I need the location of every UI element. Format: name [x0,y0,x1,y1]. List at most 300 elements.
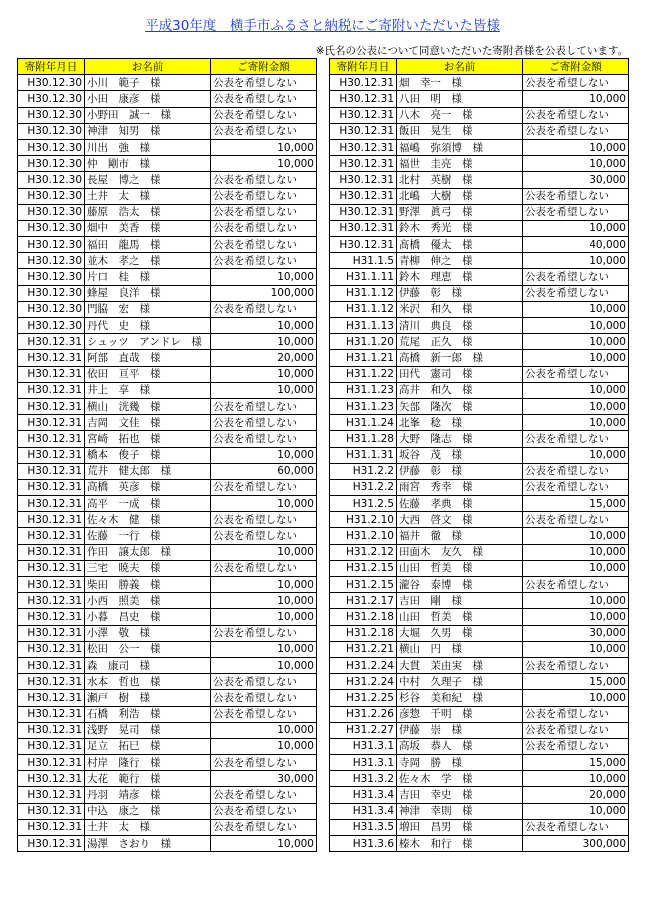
donation-amount-cell: 公表を希望しない [523,479,629,495]
table-row [330,787,629,803]
table-row [330,398,629,414]
donation-amount-cell: 15,000 [523,674,629,690]
donation-amount-cell: 公表を希望しない [211,188,317,204]
donor-name-cell: 荒井 健太郎 様 [85,463,211,479]
table-row [330,738,629,754]
table-row [330,366,629,382]
donor-name-cell: 小澤 敬 様 [85,625,211,641]
donation-date-cell: H30.12.30 [18,318,85,334]
donation-date-cell: H30.12.31 [18,819,85,835]
donation-amount-cell: 15,000 [523,755,629,771]
donation-date-cell: H31.2.15 [330,577,397,593]
donation-amount-cell: 公表を希望しない [523,706,629,722]
donation-amount-cell: 公表を希望しない [211,674,317,690]
donor-name-cell: 高橋 英彦 様 [85,479,211,495]
column-header-name: お名前 [85,59,211,75]
donor-name-cell: 蜂屋 良洋 様 [85,285,211,301]
donor-name-cell: 鈴木 秀光 様 [397,220,523,236]
page-title: 平成30年度 横手市ふるさと納税にご寄附いただいた皆様 [145,18,500,34]
donation-date-cell: H31.1.11 [330,269,397,285]
donation-date-cell: H30.12.31 [18,479,85,495]
donor-table-left [17,58,317,852]
table-row [18,496,317,512]
donation-date-cell: H30.12.30 [18,156,85,172]
donor-name-cell: 米沢 和久 様 [397,301,523,317]
donation-amount-cell: 10,000 [523,139,629,155]
donation-amount-cell: 公表を希望しない [523,819,629,835]
donor-name-cell: 高井 和久 様 [397,382,523,398]
donor-name-cell: 三宅 暁夫 様 [85,560,211,576]
table-row [18,382,317,398]
donor-name-cell: 増田 昌男 様 [397,819,523,835]
donation-date-cell: H30.12.31 [18,609,85,625]
donation-date-cell: H30.12.31 [18,366,85,382]
donation-amount-cell: 公表を希望しない [211,107,317,123]
donation-date-cell: H31.3.5 [330,819,397,835]
table-row [330,641,629,657]
donor-name-cell: 福嶋 弥須博 様 [397,139,523,155]
table-row [330,188,629,204]
table-row [330,91,629,107]
donation-amount-cell: 10,000 [211,577,317,593]
table-row [330,771,629,787]
donation-amount-cell: 10,000 [523,593,629,609]
donation-date-cell: H30.12.31 [330,139,397,155]
table-row [18,415,317,431]
donation-amount-cell: 公表を希望しない [211,787,317,803]
donor-name-cell: 八田 明 様 [397,91,523,107]
donation-date-cell: H30.12.31 [330,204,397,220]
donor-name-cell: 青柳 伸之 様 [397,253,523,269]
column-header-date: 寄附年月日 [330,59,397,75]
table-row [18,560,317,576]
column-header-name: お名前 [397,59,523,75]
table-row [330,577,629,593]
table-header-row [330,59,629,75]
donation-date-cell: H31.2.5 [330,496,397,512]
table-row [330,75,629,91]
donation-date-cell: H31.1.23 [330,398,397,414]
table-row [330,107,629,123]
donation-amount-cell: 公表を希望しない [211,220,317,236]
donation-date-cell: H31.3.4 [330,803,397,819]
donation-amount-cell: 10,000 [523,609,629,625]
table-row [330,269,629,285]
donation-date-cell: H30.12.31 [18,674,85,690]
donation-date-cell: H31.1.31 [330,447,397,463]
table-row [18,512,317,528]
table-row [330,431,629,447]
table-row [330,139,629,155]
donation-amount-cell: 公表を希望しない [523,366,629,382]
table-row [330,447,629,463]
table-row [330,479,629,495]
donation-date-cell: H30.12.31 [18,528,85,544]
donor-name-cell: 荒尾 正久 様 [397,334,523,350]
table-row [18,139,317,155]
donation-date-cell: H31.3.4 [330,787,397,803]
donation-date-cell: H30.12.31 [330,237,397,253]
donation-amount-cell: 公表を希望しない [523,123,629,139]
donation-amount-cell: 10,000 [211,609,317,625]
table-row [330,301,629,317]
donation-date-cell: H31.2.10 [330,512,397,528]
donor-name-cell: 土井 太 様 [85,819,211,835]
table-row [18,156,317,172]
donation-date-cell: H31.2.18 [330,625,397,641]
donation-date-cell: H30.12.30 [18,172,85,188]
donation-amount-cell: 10,000 [523,350,629,366]
table-row [18,398,317,414]
table-row [18,253,317,269]
donor-table-right [329,58,629,852]
donor-name-cell: 福世 圭亮 様 [397,156,523,172]
donation-amount-cell: 公表を希望しない [523,107,629,123]
donor-name-cell: 佐藤 一行 様 [85,528,211,544]
table-row [330,156,629,172]
donor-name-cell: 伊藤 彰 様 [397,463,523,479]
donation-date-cell: H30.12.31 [330,188,397,204]
donation-date-cell: H30.12.31 [18,560,85,576]
donation-amount-cell: 10,000 [523,641,629,657]
donation-date-cell: H30.12.31 [18,544,85,560]
donation-date-cell: H30.12.31 [18,350,85,366]
donation-date-cell: H31.2.21 [330,641,397,657]
donation-amount-cell: 10,000 [211,496,317,512]
donor-name-cell: 大西 啓文 様 [397,512,523,528]
donor-name-cell: 彦惣 千明 様 [397,706,523,722]
table-row [18,447,317,463]
table-row [18,609,317,625]
donor-name-cell: 寺岡 勝 様 [397,755,523,771]
donation-amount-cell: 10,000 [211,269,317,285]
donor-name-cell: 山田 哲美 様 [397,609,523,625]
donation-date-cell: H30.12.31 [18,803,85,819]
donation-date-cell: H30.12.30 [18,91,85,107]
table-row [330,609,629,625]
table-row [18,819,317,835]
donor-name-cell: 八木 亮一 様 [397,107,523,123]
donation-amount-cell: 公表を希望しない [211,819,317,835]
donor-name-cell: 瀬戸 樹 様 [85,690,211,706]
donor-name-cell: 小西 照美 様 [85,593,211,609]
donation-amount-cell: 10,000 [523,415,629,431]
donation-date-cell: H31.1.22 [330,366,397,382]
donation-date-cell: H30.12.31 [18,771,85,787]
table-row [18,220,317,236]
donor-name-cell: 村岸 隆行 様 [85,755,211,771]
donation-amount-cell: 10,000 [211,836,317,852]
donor-name-cell: 橋本 俊子 様 [85,447,211,463]
donation-date-cell: H31.2.12 [330,544,397,560]
donation-amount-cell: 公表を希望しない [211,528,317,544]
table-row [330,722,629,738]
donation-date-cell: H30.12.31 [330,123,397,139]
donation-date-cell: H30.12.30 [18,75,85,91]
donation-amount-cell: 30,000 [523,172,629,188]
donor-name-cell: 畑中 美香 様 [85,220,211,236]
donation-date-cell: H30.12.31 [18,738,85,754]
table-row [18,528,317,544]
table-row [330,528,629,544]
donor-name-cell: 大堀 久男 様 [397,625,523,641]
donor-name-cell: 榛木 和行 様 [397,836,523,852]
donation-date-cell: H31.2.26 [330,706,397,722]
donation-amount-cell: 公表を希望しない [523,577,629,593]
table-row [330,706,629,722]
column-header-date: 寄附年月日 [18,59,85,75]
donor-name-cell: 田面木 友久 様 [397,544,523,560]
table-row [18,123,317,139]
table-row [330,657,629,673]
donation-amount-cell: 10,000 [211,334,317,350]
table-row [18,463,317,479]
donation-amount-cell: 公表を希望しない [211,398,317,414]
table-row [330,382,629,398]
donation-date-cell: H30.12.31 [18,431,85,447]
donor-name-cell: 作田 譲太郎 様 [85,544,211,560]
table-row [18,188,317,204]
donation-date-cell: H30.12.31 [18,382,85,398]
donation-date-cell: H30.12.31 [18,447,85,463]
donation-amount-cell: 公表を希望しない [523,657,629,673]
donation-date-cell: H30.12.30 [18,188,85,204]
donation-amount-cell: 10,000 [211,366,317,382]
donation-date-cell: H31.2.25 [330,690,397,706]
donation-date-cell: H31.1.24 [330,415,397,431]
donation-date-cell: H31.2.2 [330,479,397,495]
donor-name-cell: 小野田 誠一 様 [85,107,211,123]
table-row [18,431,317,447]
donation-amount-cell: 10,000 [211,738,317,754]
table-row [18,674,317,690]
donation-amount-cell: 公表を希望しない [211,755,317,771]
donor-name-cell: 長屋 博之 様 [85,172,211,188]
table-row [330,285,629,301]
donation-date-cell: H30.12.31 [18,512,85,528]
donation-date-cell: H31.3.6 [330,836,397,852]
donor-name-cell: 佐々木 健 様 [85,512,211,528]
donor-name-cell: 土井 太 様 [85,188,211,204]
donor-name-cell: 高橋 新一郎 様 [397,350,523,366]
table-row [330,819,629,835]
donation-amount-cell: 10,000 [211,657,317,673]
donation-amount-cell: 公表を希望しない [523,204,629,220]
donor-name-cell: 阿部 直哉 様 [85,350,211,366]
donation-amount-cell: 公表を希望しない [211,237,317,253]
donation-date-cell: H31.1.20 [330,334,397,350]
donation-amount-cell: 10,000 [211,318,317,334]
table-row [18,690,317,706]
donor-name-cell: 山田 哲美 様 [397,560,523,576]
donor-name-cell: 足立 拓巳 様 [85,738,211,754]
table-row [18,318,317,334]
donation-amount-cell: 公表を希望しない [523,269,629,285]
donation-date-cell: H30.12.31 [18,836,85,852]
donation-amount-cell: 10,000 [211,382,317,398]
donation-amount-cell: 10,000 [523,334,629,350]
donation-date-cell: H30.12.31 [330,107,397,123]
donation-amount-cell: 公表を希望しない [211,706,317,722]
donation-date-cell: H30.12.30 [18,237,85,253]
donor-name-cell: 森 康司 様 [85,657,211,673]
donation-date-cell: H31.1.13 [330,318,397,334]
donation-date-cell: H31.1.12 [330,301,397,317]
donation-date-cell: H31.3.2 [330,771,397,787]
donor-name-cell: 依田 亘平 様 [85,366,211,382]
donor-name-cell: 畑 幸一 様 [397,75,523,91]
table-row [18,657,317,673]
donor-name-cell: 湯澤 さおり 様 [85,836,211,852]
table-row [18,479,317,495]
table-row [18,755,317,771]
table-row [18,625,317,641]
table-row [330,803,629,819]
column-header-amount: ご寄附金額 [211,59,317,75]
donor-name-cell: 吉田 剛 様 [397,593,523,609]
donation-amount-cell: 公表を希望しない [211,204,317,220]
table-row [330,512,629,528]
donor-name-cell: 佐藤 孝典 様 [397,496,523,512]
donation-amount-cell: 公表を希望しない [523,512,629,528]
donation-amount-cell: 公表を希望しない [211,803,317,819]
donation-date-cell: H30.12.31 [18,625,85,641]
donor-name-cell: 北嶋 大樹 様 [397,188,523,204]
donor-name-cell: 大貫 茉由実 様 [397,657,523,673]
donation-amount-cell: 10,000 [523,803,629,819]
column-header-amount: ご寄附金額 [523,59,629,75]
table-row [18,334,317,350]
donation-date-cell: H30.12.31 [18,334,85,350]
table-row [330,463,629,479]
donation-amount-cell: 公表を希望しない [523,75,629,91]
donation-amount-cell: 公表を希望しない [523,285,629,301]
donation-date-cell: H30.12.31 [330,91,397,107]
donation-amount-cell: 公表を希望しない [211,512,317,528]
donation-amount-cell: 10,000 [523,544,629,560]
donor-name-cell: 小田 康彦 様 [85,91,211,107]
table-row [18,544,317,560]
donor-name-cell: 小暮 昌史 様 [85,609,211,625]
disclosure-note: ※氏名の公表について同意いただいた寄附者様を公表しています。 [315,45,628,57]
donation-date-cell: H30.12.31 [330,156,397,172]
table-row [330,172,629,188]
donor-name-cell: 横山 円 様 [397,641,523,657]
donation-amount-cell: 30,000 [523,625,629,641]
donation-amount-cell: 10,000 [211,156,317,172]
table-row [18,301,317,317]
donor-name-cell: 北村 英樹 様 [397,172,523,188]
donor-name-cell: 中村 久理子 様 [397,674,523,690]
donation-amount-cell: 公表を希望しない [523,463,629,479]
table-row [330,544,629,560]
donation-date-cell: H30.12.30 [18,269,85,285]
donation-amount-cell: 10,000 [211,139,317,155]
donor-name-cell: 飯田 晃生 様 [397,123,523,139]
donor-name-cell: 吉岡 文佳 様 [85,415,211,431]
table-row [18,738,317,754]
donor-name-cell: 中込 康之 様 [85,803,211,819]
table-row [330,237,629,253]
donation-amount-cell: 20,000 [211,350,317,366]
table-row [330,674,629,690]
donation-amount-cell: 公表を希望しない [211,415,317,431]
donor-name-cell: 柴田 勝義 様 [85,577,211,593]
donation-date-cell: H30.12.31 [18,690,85,706]
donation-date-cell: H30.12.31 [330,172,397,188]
donation-date-cell: H30.12.30 [18,220,85,236]
donation-date-cell: H31.1.21 [330,350,397,366]
donation-amount-cell: 10,000 [523,447,629,463]
donor-name-cell: 野澤 眞弓 様 [397,204,523,220]
donor-name-cell: 吉田 幸史 様 [397,787,523,803]
donor-name-cell: 福井 徹 様 [397,528,523,544]
donor-name-cell: 鈴木 理恵 様 [397,269,523,285]
donation-date-cell: H30.12.31 [18,706,85,722]
donor-name-cell: 横山 洸幾 様 [85,398,211,414]
table-row [330,253,629,269]
table-row [18,204,317,220]
donation-amount-cell: 10,000 [523,771,629,787]
table-row [18,722,317,738]
donation-amount-cell: 60,000 [211,463,317,479]
donation-date-cell: H31.2.15 [330,560,397,576]
donation-date-cell: H30.12.31 [18,755,85,771]
donation-amount-cell: 15,000 [523,496,629,512]
donation-date-cell: H30.12.30 [18,139,85,155]
donation-date-cell: H30.12.31 [18,593,85,609]
donation-amount-cell: 10,000 [523,690,629,706]
donor-name-cell: シュッツ アンドレ 様 [85,334,211,350]
donation-date-cell: H31.1.23 [330,382,397,398]
table-row [330,204,629,220]
table-row [330,220,629,236]
table-row [18,91,317,107]
donation-date-cell: H31.1.12 [330,285,397,301]
donation-amount-cell: 10,000 [211,593,317,609]
table-row [18,237,317,253]
donation-date-cell: H30.12.31 [18,496,85,512]
table-row [330,334,629,350]
donor-name-cell: 丹代 史 様 [85,318,211,334]
donation-amount-cell: 公表を希望しない [523,188,629,204]
donation-amount-cell: 10,000 [523,560,629,576]
donor-name-cell: 伊藤 崇 様 [397,722,523,738]
donation-amount-cell: 40,000 [523,237,629,253]
donor-name-cell: 神津 知男 様 [85,123,211,139]
table-header-row [18,59,317,75]
donation-amount-cell: 10,000 [211,544,317,560]
donation-date-cell: H30.12.31 [18,463,85,479]
donor-name-cell: 清川 典良 様 [397,318,523,334]
table-row [18,577,317,593]
table-row [18,269,317,285]
donor-name-cell: 宮崎 拓也 様 [85,431,211,447]
table-row [18,641,317,657]
donor-name-cell: 浅野 晃司 様 [85,722,211,738]
donor-name-cell: 並木 孝之 様 [85,253,211,269]
donor-name-cell: 仲 剛市 様 [85,156,211,172]
table-row [18,285,317,301]
donation-date-cell: H31.3.1 [330,738,397,754]
donor-name-cell: 松田 公一 様 [85,641,211,657]
table-row [18,836,317,852]
donation-amount-cell: 10,000 [523,318,629,334]
donor-name-cell: 小川 範子 様 [85,75,211,91]
donor-name-cell: 福田 龍馬 様 [85,237,211,253]
donor-name-cell: 佐々木 学 様 [397,771,523,787]
donor-name-cell: 井上 享 様 [85,382,211,398]
